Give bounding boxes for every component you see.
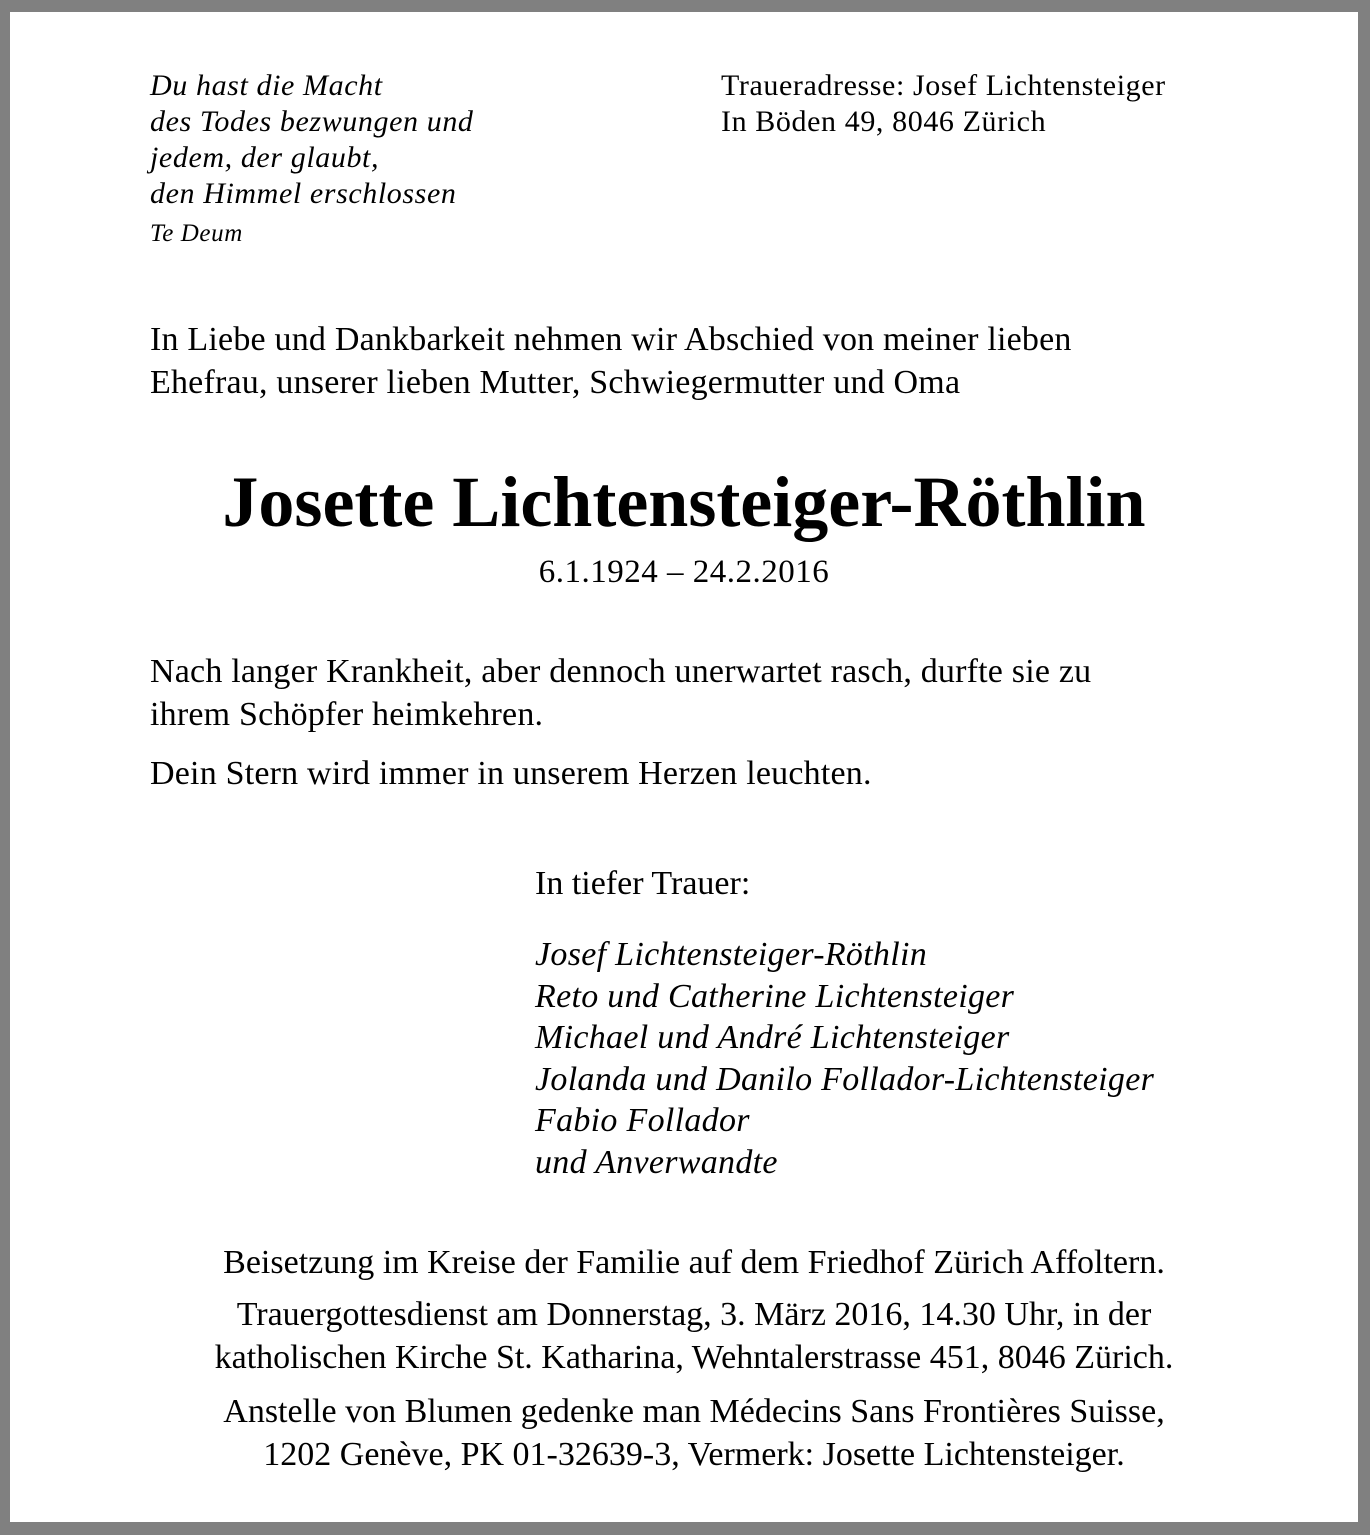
verse-source: Te Deum: [150, 220, 243, 247]
burial-notice: Beisetzung im Kreise der Familie auf dem Friedhof Zürich Affoltern.: [223, 1244, 1165, 1281]
life-dates: 6.1.1924 – 24.2.2016: [538, 554, 830, 590]
mourner-name: Fabio Follador: [535, 1102, 750, 1139]
mourners-list: [535, 934, 1154, 1183]
service-notice: [130, 1293, 1258, 1379]
verse-line: den Himmel erschlossen: [150, 177, 457, 210]
donation-notice: [130, 1390, 1258, 1476]
mourners-label: In tiefer Trauer:: [535, 865, 751, 902]
mourner-name: Jolanda und Danilo Follador-Lichtensteiger: [535, 1060, 1155, 1098]
intro-text: [150, 318, 1240, 404]
mourner-name: Reto und Catherine Lichtensteiger: [535, 977, 1015, 1015]
mourner-name: Josef Lichtensteiger-Röthlin: [535, 936, 928, 973]
verse-line: Du hast die Macht: [150, 69, 383, 102]
donation-line-2: 1202 Genève, PK 01-32639-3, Vermerk: Josette Lichtensteiger.: [263, 1436, 1125, 1473]
address-line-1: Traueradresse: Josef Lichtensteiger: [721, 69, 1166, 102]
mourner-name: Michael und André Lichtensteiger: [535, 1019, 1010, 1056]
intro-line-1: In Liebe und Dankbarkeit nehmen wir Abschied von meiner lieben: [150, 321, 1072, 358]
service-line-2: katholischen Kirche St. Katharina, Wehntalerstrasse 451, 8046 Zürich.: [214, 1339, 1174, 1376]
service-line-1: Trauergottesdienst am Donnerstag, 3. März 2016, 14.30 Uhr, in der: [236, 1296, 1152, 1333]
verse-line: des Todes bezwungen und: [150, 105, 474, 138]
deceased-name: Josette Lichtensteiger-Röthlin: [222, 462, 1146, 542]
donation-line-1: Anstelle von Blumen gedenke man Médecins Sans Frontières Suisse,: [223, 1393, 1165, 1430]
message-paragraph: [150, 650, 1240, 736]
verse-quote: [150, 68, 474, 256]
message-line-2: ihrem Schöpfer heimkehren.: [150, 696, 544, 733]
mourning-address: [721, 68, 1166, 140]
star-message: Dein Stern wird immer in unserem Herzen leuchten.: [150, 755, 872, 792]
mourner-name: und Anverwandte: [535, 1143, 778, 1181]
address-line-2: In Böden 49, 8046 Zürich: [721, 105, 1047, 138]
message-line-1: Nach langer Krankheit, aber dennoch unerwartet rasch, durfte sie zu: [150, 653, 1092, 690]
intro-line-2: Ehefrau, unserer lieben Mutter, Schwiegermutter und Oma: [150, 364, 961, 401]
obituary-page: [10, 12, 1358, 1522]
verse-line: jedem, der glaubt,: [150, 141, 380, 174]
